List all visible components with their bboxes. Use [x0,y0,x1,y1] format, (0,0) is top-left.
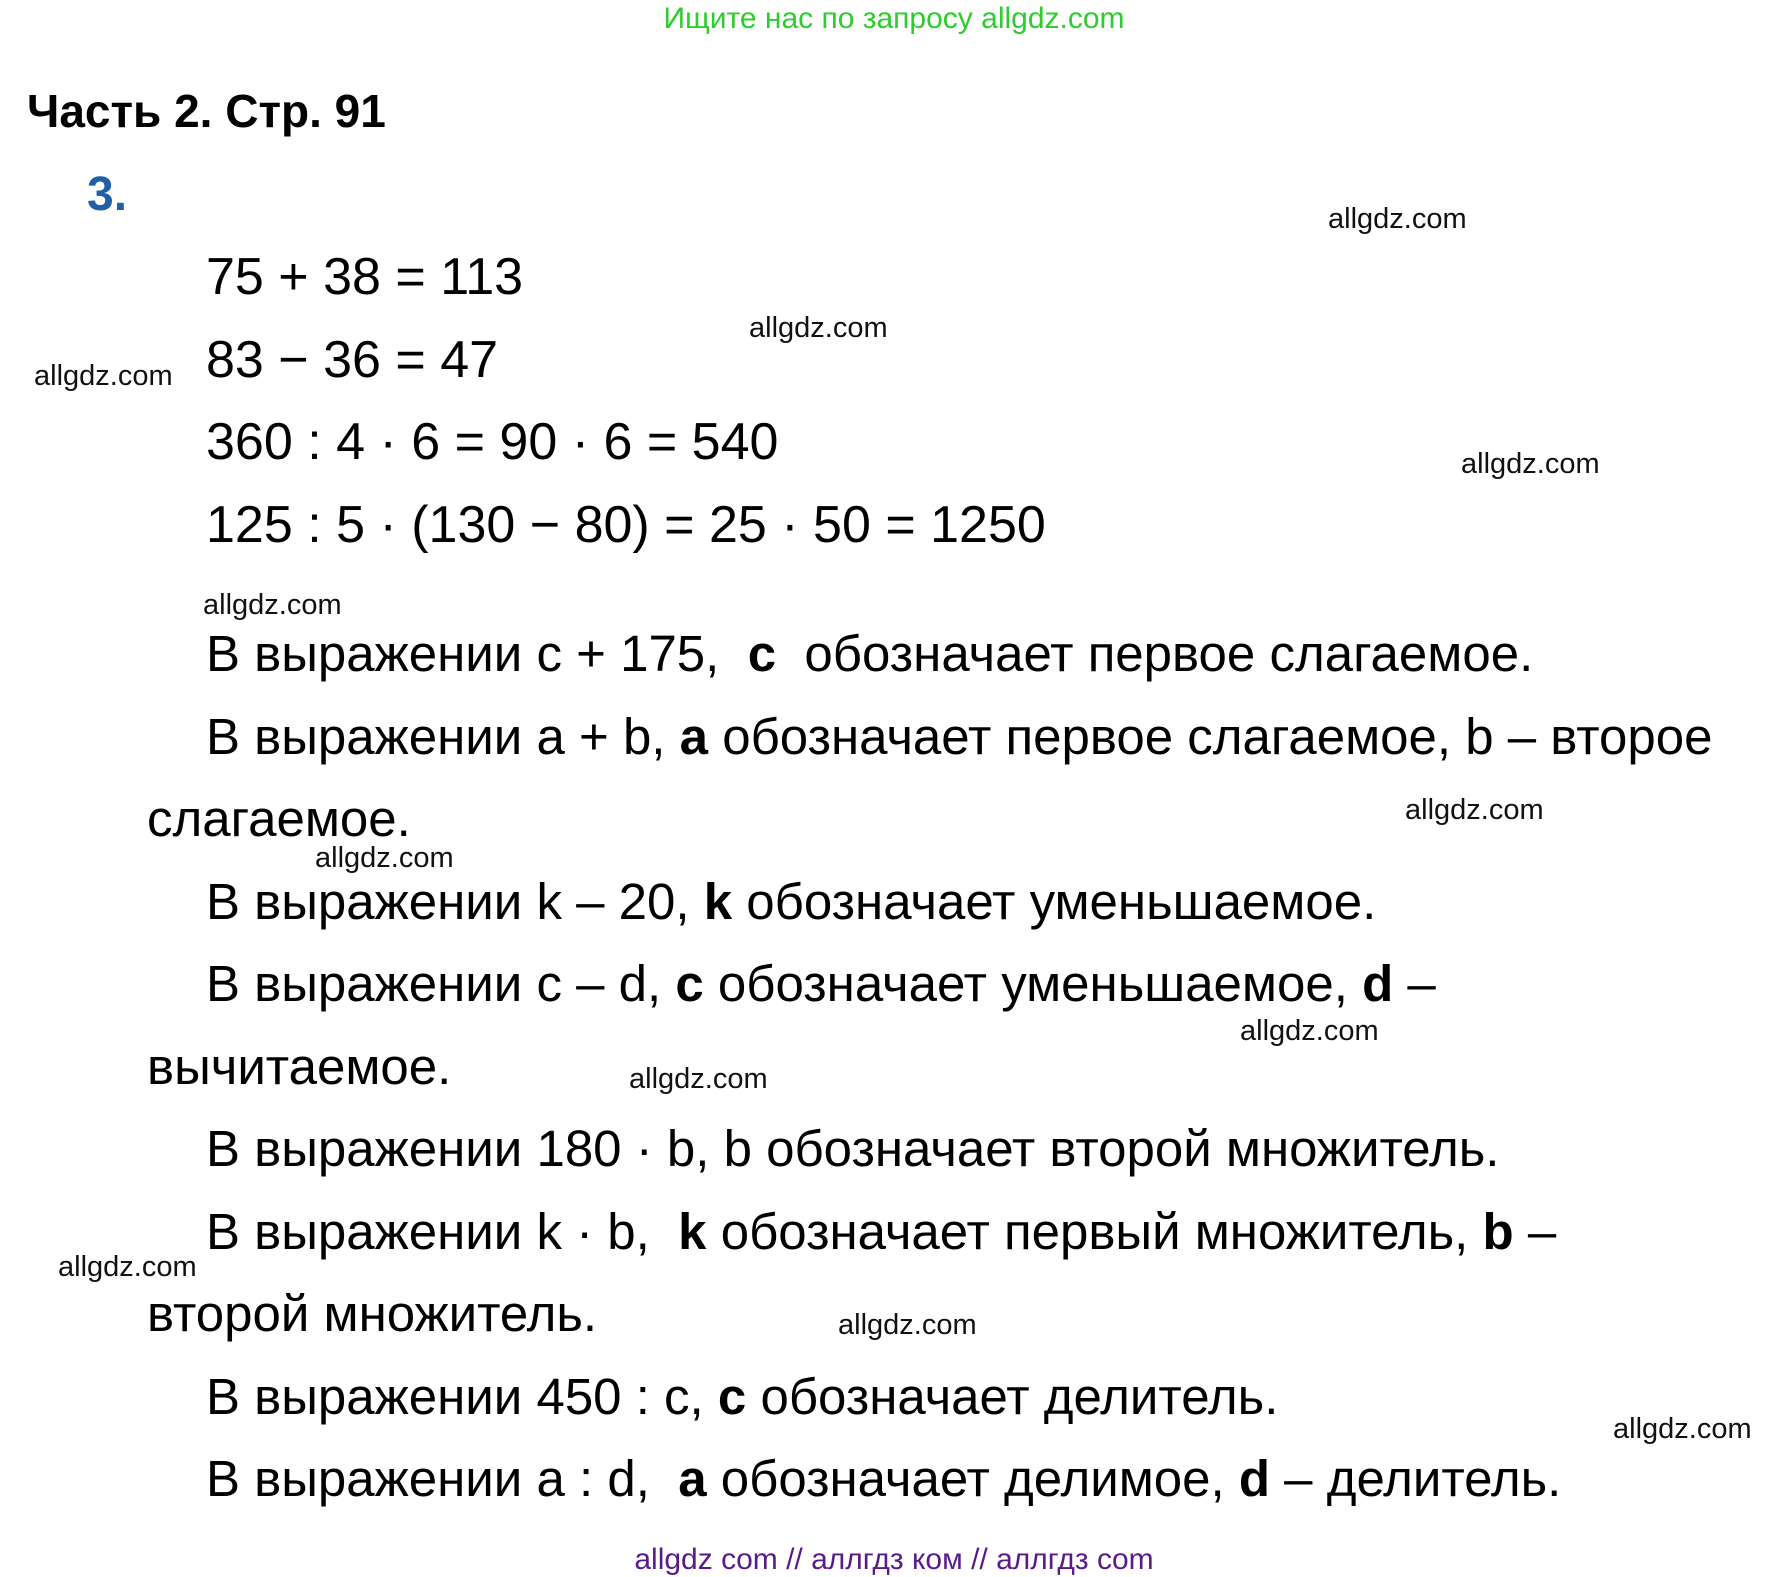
sentence-text: обозначает первое слагаемое. [776,625,1534,682]
sentence-text: – [1393,955,1436,1012]
variable-highlight: a [679,708,709,765]
sentence-line [147,1037,451,1097]
footer-links: allgdz com // аллгдз ком // аллгдз com [634,1543,1154,1576]
equation-1: 75 + 38 = 113 [206,248,524,306]
sentence-text: обозначает делимое, [706,1450,1239,1507]
equation-3: 360 : 4 · 6 = 90 · 6 = 540 [206,413,779,471]
page-title: Часть 2. Стр. 91 [27,85,386,137]
sentence-line [147,1284,597,1344]
variable-highlight: c [747,625,777,682]
sentence-text: В выражении 450 : c, [206,1368,718,1425]
sentence-text: В выражении c + 175, [206,625,748,682]
sentence-text: В выражении k · b, [206,1203,679,1260]
variable-highlight: d [1238,1450,1270,1507]
watermark: allgdz.com [838,1309,977,1341]
sentence-text: В выражении a + b, [206,708,680,765]
watermark: allgdz.com [749,312,888,344]
variable-highlight: c [717,1368,747,1425]
watermark: allgdz.com [1328,203,1467,235]
watermark: allgdz.com [629,1063,768,1095]
equation-4: 125 : 5 · (130 − 80) = 25 · 50 = 1250 [206,496,1046,554]
sentence-line [206,1119,1499,1179]
watermark: allgdz.com [1613,1413,1752,1445]
sentence-line [206,1367,1278,1427]
watermark: allgdz.com [203,589,342,621]
watermark: allgdz.com [58,1251,197,1283]
sentence-text: обозначает первое слагаемое, b – второе [708,708,1713,765]
watermark: allgdz.com [1240,1015,1379,1047]
variable-highlight: a [678,1450,707,1507]
watermark: allgdz.com [1405,794,1544,826]
sentence-text: – делитель. [1270,1450,1562,1507]
equation-2: 83 − 36 = 47 [206,331,499,389]
sentence-line [206,1202,1556,1262]
sentence-text: вычитаемое. [147,1038,452,1095]
task-number: 3. [87,168,128,221]
watermark: allgdz.com [1461,448,1600,480]
header-banner: Ищите нас по запросу allgdz.com [663,2,1125,35]
sentence-line [206,872,1376,932]
variable-highlight: c [675,955,704,1012]
sentence-text: слагаемое. [147,790,411,847]
sentence-text: второй множитель. [147,1285,598,1342]
sentence-line [206,954,1436,1014]
sentence-text: В выражении 180 · b, b обозначает второй множитель. [206,1120,1500,1177]
sentence-text: обозначает делитель. [746,1368,1279,1425]
sentence-line [206,1449,1561,1509]
sentence-text: В выражении c – d, [206,955,676,1012]
watermark: allgdz.com [315,842,454,874]
variable-highlight: b [1482,1203,1514,1260]
variable-highlight: d [1362,955,1394,1012]
sentence-text: В выражении a : d, [206,1450,679,1507]
sentence-text: обозначает уменьшаемое, [703,955,1363,1012]
sentence-text: обозначает уменьшаемое. [732,873,1377,930]
variable-highlight: k [703,873,733,930]
sentence-text: – [1513,1203,1557,1260]
variable-highlight: k [678,1203,707,1260]
watermark: allgdz.com [34,360,173,392]
sentence-line [147,789,411,849]
sentence-line [206,624,1533,684]
sentence-line [206,707,1713,767]
sentence-text: В выражении k – 20, [206,873,704,930]
sentence-text: обозначает первый множитель, [706,1203,1483,1260]
